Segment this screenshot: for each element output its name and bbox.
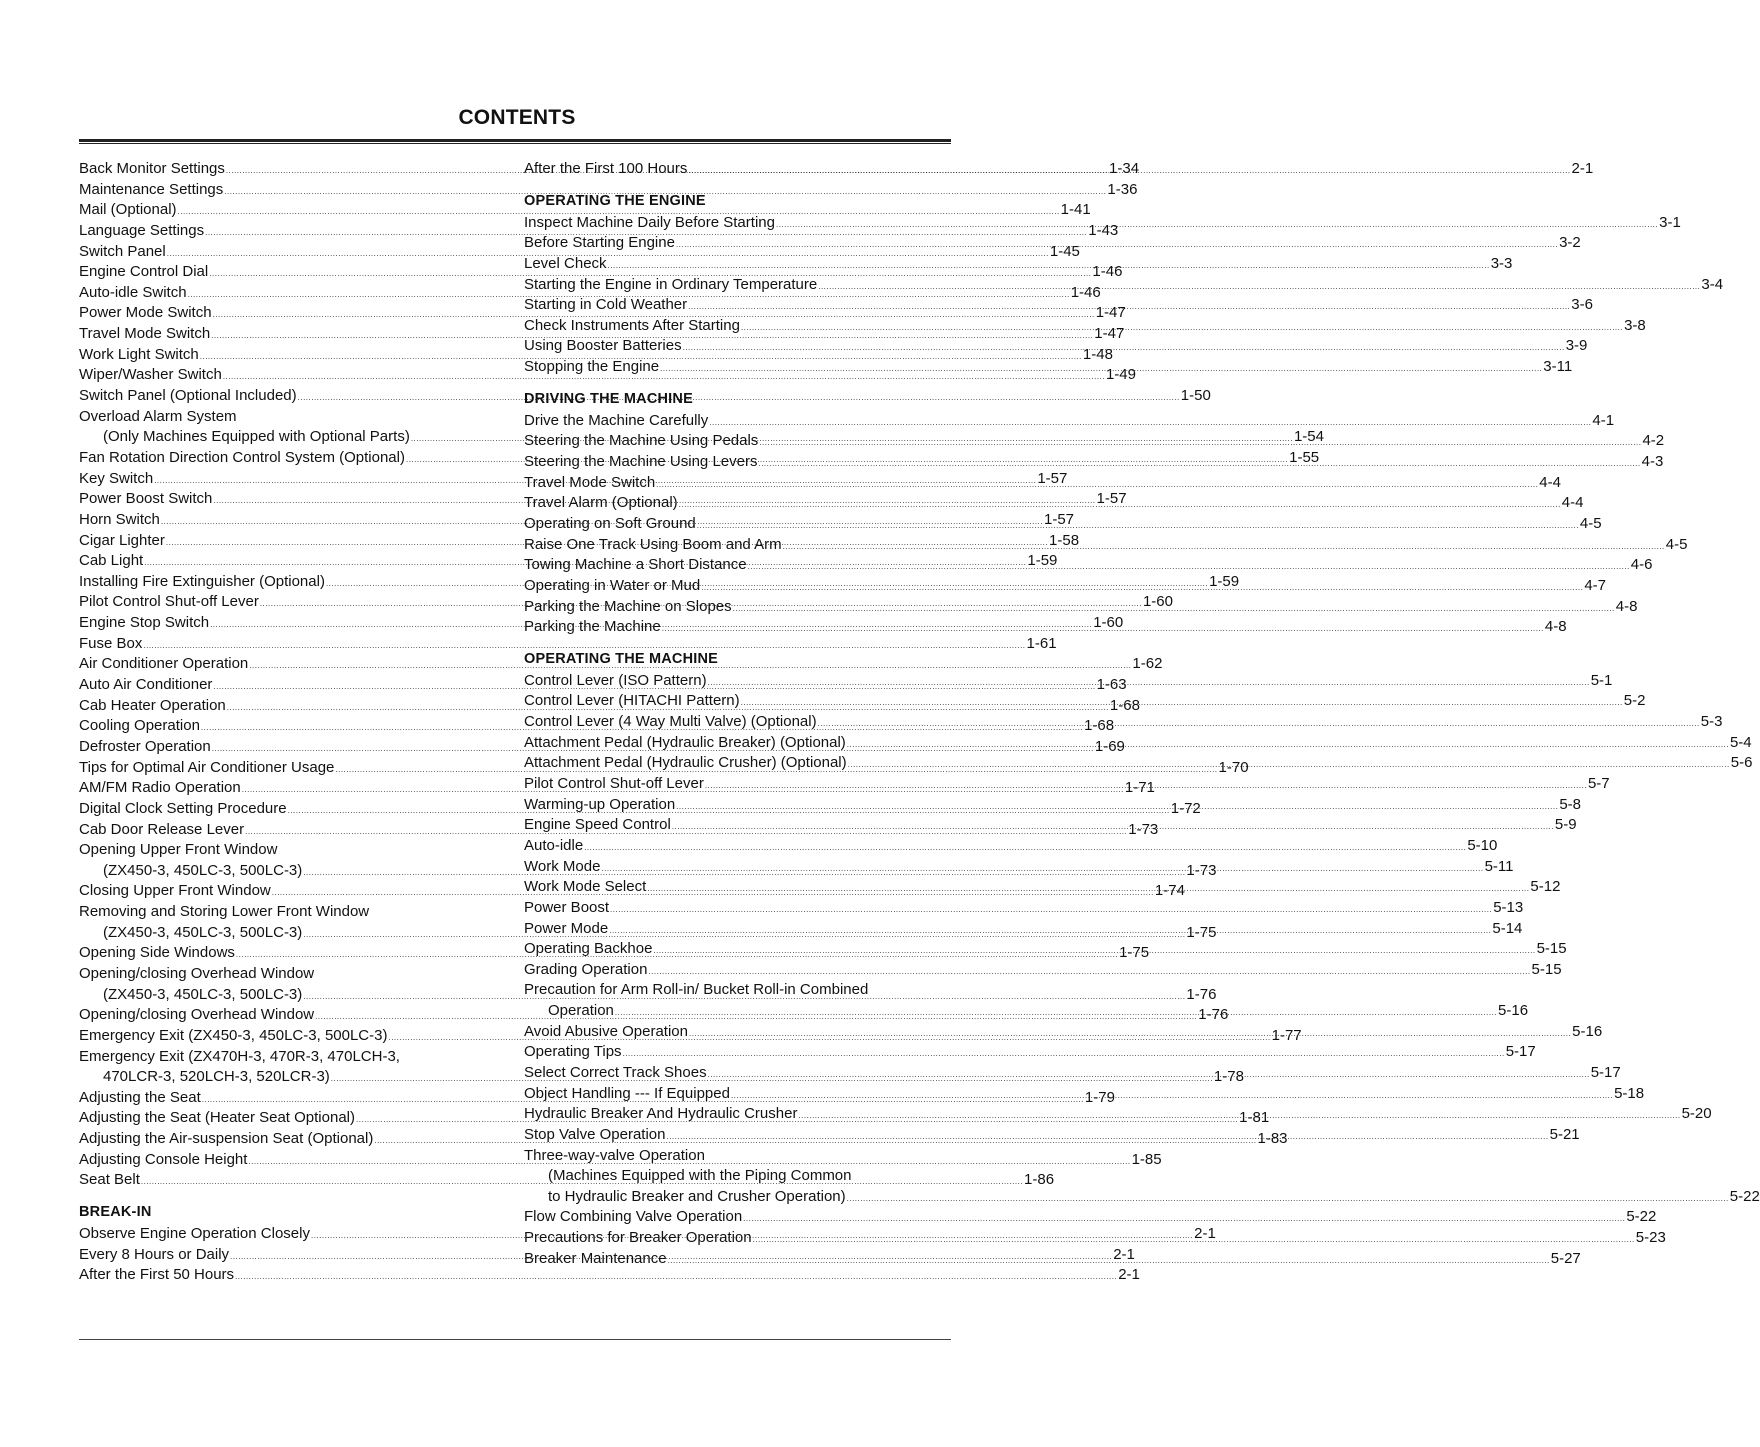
toc-entry-page: 5-2: [1623, 692, 1646, 710]
toc-entry-title: Engine Speed Control: [524, 816, 671, 834]
toc-entry-title: Opening Side Windows: [79, 944, 235, 962]
toc-entry-page: 1-45: [1049, 242, 1080, 260]
toc-entry: [524, 1042, 1536, 1063]
dot-leader: [672, 817, 1554, 838]
toc-entry-title: (ZX450-3, 450LC-3, 500LC-3): [103, 861, 303, 879]
dot-leader: [753, 1230, 1635, 1251]
dot-leader: [758, 454, 1640, 475]
toc-entry-page: 1-62: [1132, 655, 1163, 673]
toc-entry-title: Auto Air Conditioner: [79, 676, 213, 694]
toc-entry-title: Fan Rotation Direction Control System (Optional): [79, 448, 405, 466]
toc-entry-title: (Only Machines Equipped with Optional Parts): [103, 428, 410, 446]
toc-entry-title: Overload Alarm System: [79, 407, 237, 425]
toc-entry-title: Steering the Machine Using Levers: [524, 453, 758, 471]
toc-entry-title: Using Booster Batteries: [524, 337, 682, 355]
toc-entry-title: Travel Mode Switch: [524, 473, 656, 491]
dot-leader: [668, 1251, 1550, 1272]
toc-entry-page: 1-46: [1070, 283, 1101, 301]
toc-entry-title: Seat Belt: [79, 1171, 140, 1189]
toc-entry-page: 2-1: [1118, 1266, 1140, 1284]
toc-entry-title: Steering the Machine Using Pedals: [524, 432, 759, 450]
toc-entry-title: Cab Heater Operation: [79, 696, 226, 714]
toc-entry-page: 4-1: [1592, 411, 1615, 429]
toc-entry-page: 5-22: [1729, 1187, 1760, 1205]
toc-entry-page: 1-61: [1026, 634, 1057, 652]
toc-entry-page: 4-5: [1579, 514, 1602, 532]
dot-leader: [601, 859, 1483, 880]
dot-leader: [697, 516, 1579, 537]
toc-entry-page: 1-46: [1092, 263, 1123, 281]
dot-leader: [709, 413, 1591, 434]
toc-entry-page: 1-75: [1186, 923, 1217, 941]
toc-entry-title: Starting the Engine in Ordinary Temperature: [524, 275, 818, 293]
title-rule: [79, 139, 951, 142]
toc-entry-page: 5-21: [1549, 1125, 1580, 1143]
toc-entry-title: After the First 100 Hours: [524, 160, 688, 177]
toc-entry-title: Cab Light: [79, 552, 144, 570]
toc-entry: [79, 840, 500, 861]
dot-leader: [776, 215, 1658, 236]
toc-entry: [79, 634, 1057, 655]
toc-entry-page: 5-15: [1531, 960, 1562, 978]
toc-entry-page: 1-50: [1180, 387, 1211, 405]
toc-entry: [524, 1146, 945, 1167]
toc-entry-title: Horn Switch: [79, 510, 160, 528]
toc-entry: [524, 1187, 1760, 1208]
dot-leader: [705, 776, 1587, 797]
dot-leader: [688, 161, 1570, 182]
toc-entry: [79, 1265, 1140, 1286]
toc-entry-page: 5-17: [1590, 1063, 1621, 1081]
toc-entry-title: Hydraulic Breaker And Hydraulic Crusher: [524, 1105, 798, 1123]
toc-entry-title: (ZX450-3, 450LC-3, 500LC-3): [103, 923, 303, 941]
toc-entry-title: Operating on Soft Ground: [524, 514, 696, 532]
toc-entry-title: Cooling Operation: [79, 717, 200, 735]
toc-entry-page: 3-2: [1559, 234, 1581, 252]
toc-entry-title: Stop Valve Operation: [524, 1125, 666, 1143]
section-heading: BREAK-IN: [79, 1204, 152, 1221]
toc-entry-page: 2-1: [1113, 1245, 1135, 1263]
toc-entry-title: Work Mode: [524, 857, 601, 875]
toc-entry-page: 1-68: [1084, 717, 1115, 735]
toc-entry-title: Adjusting Console Height: [79, 1150, 248, 1168]
dot-leader: [647, 879, 1529, 900]
toc-entry-page: 3-1: [1659, 213, 1681, 231]
dot-leader: [679, 495, 1561, 516]
dot-leader: [608, 256, 1490, 277]
toc-entry-title: Pilot Control Shut-off Lever: [79, 593, 259, 611]
toc-entry: [524, 898, 1524, 919]
toc-entry-page: 3-11: [1543, 358, 1573, 376]
toc-entry-title: Pilot Control Shut-off Lever: [524, 775, 704, 793]
toc-entry-title: Avoid Abusive Operation: [524, 1022, 688, 1040]
toc-entry-title: to Hydraulic Breaker and Crusher Operation): [548, 1187, 846, 1205]
toc-entry-title: Every 8 Hours or Daily: [79, 1245, 230, 1263]
toc-entry-title: Level Check: [524, 254, 607, 272]
toc-entry-title: Cigar Lighter: [79, 531, 165, 549]
toc-entry-title: Maintenance Settings: [79, 180, 224, 198]
toc-entry-page: 1-49: [1105, 366, 1136, 384]
toc-entry-title: Inspect Machine Daily Before Starting: [524, 213, 775, 231]
dot-leader: [623, 1044, 1505, 1065]
toc-entry-title: Control Lever (ISO Pattern): [524, 671, 707, 689]
toc-entry-page: 1-72: [1170, 799, 1201, 817]
toc-entry-page: 5-14: [1492, 919, 1523, 937]
toc-entry-page: 4-7: [1584, 576, 1607, 594]
dot-leader: [584, 838, 1466, 859]
dot-leader: [708, 1065, 1590, 1086]
toc-entry-title: Back Monitor Settings: [79, 160, 225, 177]
toc-entry-title: Select Correct Track Shoes: [524, 1063, 707, 1081]
dot-leader: [741, 318, 1623, 339]
dot-leader: [689, 1024, 1571, 1045]
toc-entry-title: Key Switch: [79, 469, 154, 487]
toc-entry: [524, 411, 1615, 432]
dot-leader: [683, 338, 1565, 359]
toc-entry-page: 1-78: [1213, 1068, 1244, 1086]
toc-entry-page: 4-8: [1544, 618, 1567, 636]
toc-entry-title: Fuse Box: [79, 634, 143, 652]
toc-entry-page: 2-1: [1571, 160, 1594, 177]
toc-entry-title: Check Instruments After Starting: [524, 316, 740, 334]
toc-entry-title: Warming-up Operation: [524, 795, 676, 813]
toc-entry-page: 1-75: [1119, 944, 1150, 962]
toc-entry-page: 1-76: [1186, 985, 1217, 1003]
toc-entry-page: 1-60: [1093, 614, 1124, 632]
toc-entry-page: 1-36: [1107, 180, 1138, 198]
toc-entry-page: 1-34: [1109, 160, 1140, 177]
toc-entry-page: 5-15: [1536, 940, 1567, 958]
toc-entry-title: Operating Tips: [524, 1043, 622, 1061]
toc-entry-page: 1-76: [1198, 1006, 1229, 1024]
toc-entry-page: 5-12: [1530, 878, 1561, 896]
footer-rule: [79, 1339, 951, 1340]
toc-entry-page: 5-16: [1498, 1002, 1529, 1020]
toc-entry-page: 1-57: [1044, 510, 1075, 528]
toc-entry-title: Emergency Exit (ZX450-3, 450LC-3, 500LC-3): [79, 1026, 388, 1044]
toc-entry-page: 4-4: [1539, 473, 1561, 491]
toc-entry-page: 5-17: [1505, 1043, 1536, 1061]
toc-entry-title: Precautions for Breaker Operation: [524, 1229, 752, 1247]
dot-leader: [660, 359, 1542, 380]
toc-entry-title: Precaution for Arm Roll-in/ Bucket Roll-in Combined: [524, 981, 869, 999]
dot-leader: [610, 900, 1492, 921]
dot-leader: [818, 714, 1700, 735]
toc-entry-title: Tips for Optimal Air Conditioner Usage: [79, 758, 335, 776]
toc-entry-title: Starting in Cold Weather: [524, 296, 688, 314]
toc-entry-page: 4-5: [1665, 535, 1688, 553]
toc-entry-title: Auto-idle: [524, 836, 584, 854]
toc-entry-page: 1-57: [1037, 469, 1068, 487]
section-heading: OPERATING THE ENGINE: [524, 192, 706, 209]
toc-entry-title: Language Settings: [79, 221, 205, 239]
toc-entry-title: Power Mode: [524, 919, 609, 937]
toc-entry-page: 1-58: [1049, 531, 1080, 549]
toc-entry-title: Adjusting the Air-suspension Seat (Optional): [79, 1130, 374, 1148]
toc-entry-page: 4-8: [1615, 597, 1638, 615]
toc-entry-title: Raise One Track Using Boom and Arm: [524, 535, 782, 553]
toc-entry-page: 4-6: [1630, 556, 1653, 574]
toc-entry-title: Adjusting the Seat (Heater Seat Optional): [79, 1109, 355, 1127]
toc-entry-title: Towing Machine a Short Distance: [524, 556, 747, 574]
toc-entry: [524, 980, 945, 1001]
toc-entry-page: 1-74: [1154, 882, 1185, 900]
dot-leader: [743, 1209, 1625, 1230]
toc-entry-page: 3-6: [1571, 296, 1593, 314]
toc-entry-page: 1-86: [1024, 1171, 1055, 1189]
dot-leader: [656, 475, 1538, 496]
toc-entry: [79, 407, 500, 428]
toc-entry-page: 1-55: [1289, 448, 1320, 466]
toc-entry-title: Digital Clock Setting Procedure: [79, 799, 287, 817]
toc-entry-page: 5-1: [1590, 671, 1613, 689]
dot-leader: [676, 797, 1558, 818]
dot-leader: [847, 735, 1729, 756]
toc-entry-title: Flow Combining Valve Operation: [524, 1208, 743, 1226]
toc-entry-page: 1-73: [1186, 861, 1217, 879]
toc-entry-title: Travel Alarm (Optional): [524, 494, 678, 512]
toc-entry-title: Power Boost: [524, 898, 610, 916]
toc-entry-page: 1-54: [1293, 428, 1324, 446]
toc-entry-page: 1-57: [1096, 490, 1127, 508]
toc-entry-page: 1-73: [1128, 820, 1159, 838]
toc-entry-page: 5-7: [1587, 775, 1610, 793]
toc-entry-page: 1-47: [1095, 304, 1126, 322]
toc-entry-title: Switch Panel (Optional Included): [79, 387, 297, 405]
dot-leader: [688, 297, 1570, 318]
toc-entry-title: Observe Engine Operation Closely: [79, 1225, 310, 1243]
toc-entry-page: 5-9: [1554, 816, 1577, 834]
toc-entry-page: 1-63: [1096, 676, 1127, 694]
toc-entry-title: Engine Stop Switch: [79, 614, 210, 632]
toc-entry: [524, 960, 1562, 981]
toc-entry-title: Installing Fire Extinguisher (Optional): [79, 572, 325, 590]
dot-leader: [818, 277, 1700, 298]
toc-entry-page: 4-3: [1641, 453, 1664, 471]
toc-entry-page: 1-48: [1082, 345, 1113, 363]
toc-entry-page: 3-3: [1490, 254, 1513, 272]
toc-entry-title: Control Lever (4 Way Multi Valve) (Optional): [524, 713, 817, 731]
toc-entry-title: 470LCR-3, 520LCH-3, 520LCR-3): [103, 1068, 330, 1086]
dot-leader: [609, 921, 1491, 942]
toc-entry-title: Power Mode Switch: [79, 304, 212, 322]
dot-leader: [783, 537, 1665, 558]
toc-entry: [524, 836, 1498, 857]
dot-leader: [847, 1189, 1729, 1210]
toc-entry-title: Defroster Operation: [79, 737, 211, 755]
toc-entry-page: 5-27: [1550, 1249, 1581, 1267]
toc-entry-page: 5-22: [1626, 1208, 1657, 1226]
toc-entry-page: 1-79: [1084, 1088, 1115, 1106]
toc-entry-title: Drive the Machine Carefully: [524, 411, 709, 429]
toc-entry-title: Travel Mode Switch: [79, 325, 211, 343]
dot-leader: [701, 578, 1583, 599]
dot-leader: [648, 962, 1530, 983]
toc-entry-page: 1-85: [1131, 1150, 1162, 1168]
toc-entry-page: 5-8: [1559, 795, 1581, 813]
toc-entry-title: Cab Door Release Lever: [79, 820, 245, 838]
toc-entry-page: 1-77: [1271, 1026, 1302, 1044]
toc-entry-title: Opening/closing Overhead Window: [79, 1006, 315, 1024]
toc-entry-title: Operating Backhoe: [524, 940, 653, 958]
section-heading: DRIVING THE MACHINE: [524, 390, 693, 407]
toc-entry: [524, 1207, 1657, 1228]
toc-entry-title: Emergency Exit (ZX470H-3, 470R-3, 470LCH-3,: [79, 1047, 400, 1065]
toc-entry-title: Work Light Switch: [79, 345, 199, 363]
section-heading: OPERATING THE MACHINE: [524, 650, 719, 667]
toc-entry-title: (Machines Equipped with the Piping Common: [548, 1167, 852, 1185]
toc-entry-page: 5-11: [1484, 857, 1514, 875]
toc-entry-title: Power Boost Switch: [79, 490, 213, 508]
toc-entry-page: 5-4: [1729, 733, 1752, 751]
toc-entry-page: 2-1: [1194, 1225, 1216, 1243]
toc-entry-page: 1-83: [1257, 1130, 1288, 1148]
dot-leader: [666, 1127, 1548, 1148]
toc-entry-title: Stopping the Engine: [524, 358, 660, 376]
toc-entry-page: 1-60: [1142, 593, 1173, 611]
toc-entry-page: 4-2: [1642, 432, 1665, 450]
toc-entry-title: Operation: [548, 1002, 614, 1020]
toc-entry-title: Mail (Optional): [79, 201, 177, 219]
toc-entry-title: Closing Upper Front Window: [79, 882, 271, 900]
toc-entry-title: Opening/closing Overhead Window: [79, 964, 315, 982]
dot-leader: [731, 1086, 1613, 1107]
toc-entry-page: 5-18: [1614, 1084, 1645, 1102]
dot-leader: [748, 557, 1630, 578]
toc-entry-title: Control Lever (HITACHI Pattern): [524, 692, 740, 710]
toc-entry-title: Breaker Maintenance: [524, 1249, 667, 1267]
toc-entry-page: 5-10: [1467, 836, 1498, 854]
dot-leader: [741, 693, 1623, 714]
toc-entry-title: Before Starting Engine: [524, 234, 675, 252]
toc-entry-page: 1-59: [1209, 572, 1240, 590]
toc-entry-title: Air Conditioner Operation: [79, 655, 249, 673]
toc-entry-title: AM/FM Radio Operation: [79, 779, 241, 797]
page-title: CONTENTS: [458, 106, 576, 129]
toc-entry-page: 4-4: [1561, 494, 1584, 512]
toc-entry-title: Three-way-valve Operation: [524, 1146, 705, 1164]
toc-entry-page: 1-41: [1060, 201, 1091, 219]
toc-entry-title: Adjusting the Seat: [79, 1088, 201, 1106]
toc-entry-title: Switch Panel: [79, 242, 166, 260]
toc-entry-page: 5-20: [1681, 1105, 1712, 1123]
dot-leader: [653, 941, 1535, 962]
toc-entry-page: 1-69: [1094, 737, 1125, 755]
toc-entry-title: Attachment Pedal (Hydraulic Crusher) (Optional): [524, 754, 847, 772]
dot-leader: [848, 755, 1730, 776]
toc-entry: [79, 1047, 500, 1068]
dot-leader: [615, 1003, 1497, 1024]
toc-entry-page: 1-43: [1088, 221, 1119, 239]
dot-leader: [662, 619, 1544, 640]
toc-entry-page: 5-16: [1572, 1022, 1603, 1040]
toc-entry-title: Wiper/Washer Switch: [79, 366, 222, 384]
toc-entry-title: Work Mode Select: [524, 878, 647, 896]
toc-entry-page: 3-8: [1624, 316, 1646, 334]
toc-entry-page: 5-13: [1493, 898, 1524, 916]
toc-entry-page: 5-3: [1700, 713, 1723, 731]
toc-entry-title: Parking the Machine on Slopes: [524, 597, 732, 615]
toc-entry-title: (ZX450-3, 450LC-3, 500LC-3): [103, 985, 303, 1003]
toc-entry-page: 3-9: [1565, 337, 1588, 355]
toc-entry-title: Object Handling --- If Equipped: [524, 1084, 730, 1102]
toc-entry: [79, 902, 500, 923]
toc-entry-page: 5-23: [1635, 1229, 1666, 1247]
toc-entry-page: 3-4: [1701, 275, 1724, 293]
dot-leader: [676, 235, 1558, 256]
title-rule-thin: [79, 143, 951, 144]
toc-entry: [79, 964, 500, 985]
toc-entry-title: Attachment Pedal (Hydraulic Breaker) (Optional): [524, 733, 846, 751]
toc-entry-page: 1-47: [1094, 325, 1125, 343]
toc-entry-page: 1-70: [1218, 758, 1249, 776]
toc-entry-title: Parking the Machine: [524, 618, 661, 636]
toc-entry-page: 5-6: [1730, 754, 1753, 772]
toc-entry-page: 1-68: [1109, 696, 1140, 714]
toc-entry-title: Removing and Storing Lower Front Window: [79, 903, 370, 921]
dot-leader: [733, 599, 1615, 620]
toc-entry-page: 1-81: [1239, 1109, 1270, 1127]
toc-entry-title: Grading Operation: [524, 960, 648, 978]
dot-leader: [759, 433, 1641, 454]
dot-leader: [708, 673, 1590, 694]
toc-entry-title: Auto-idle Switch: [79, 283, 187, 301]
toc-entry: [524, 1166, 945, 1187]
toc-entry-title: Opening Upper Front Window: [79, 841, 278, 859]
toc-entry-title: Engine Control Dial: [79, 263, 209, 281]
toc-entry-title: After the First 50 Hours: [79, 1266, 235, 1284]
toc-entry-page: 1-71: [1124, 779, 1155, 797]
toc-entry-page: 1-59: [1027, 552, 1058, 570]
dot-leader: [798, 1106, 1680, 1127]
toc-entry-title: Operating in Water or Mud: [524, 576, 701, 594]
